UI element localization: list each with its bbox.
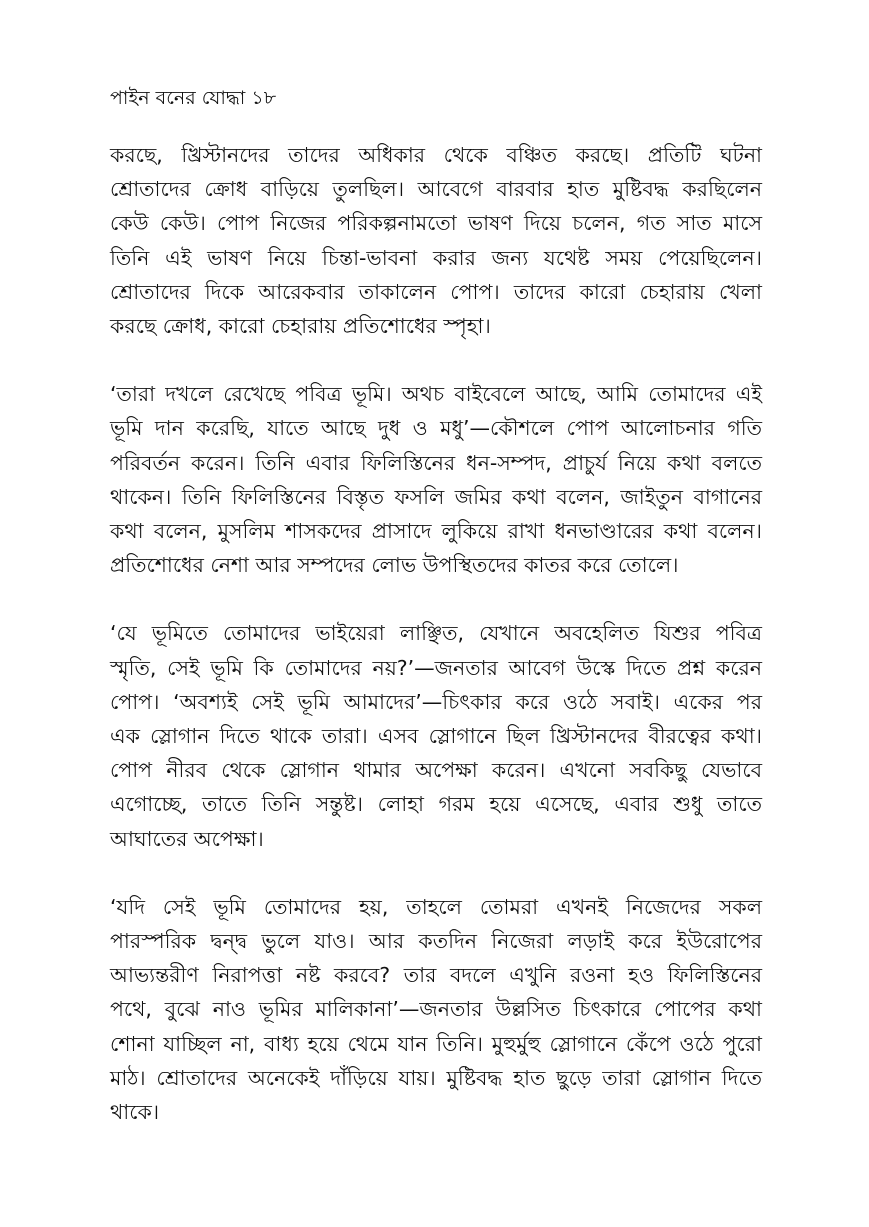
text-line: মাঠ। শ্রোতাদের অনেকেই দাঁড়িয়ে যায়। মুষ্টিবদ্ধ হাত ছুড়ে তারা স্লোগান দিতে	[110, 1065, 762, 1090]
text-line: আভ্যন্তরীণ নিরাপত্তা নষ্ট করবে? তার বদলে এখুনি রওনা হও ফিলিস্তিনের	[110, 963, 762, 988]
paragraph-3	[110, 616, 762, 855]
text-line: ‘তারা দখলে রেখেছে পবিত্র ভূমি। অথচ বাইবেলে আছে, আমি তোমাদের এই	[110, 382, 762, 407]
text-line: প্রতিশোধের নেশা আর সম্পদের লোভ উপস্থিতদের কাতর করে তোলে।	[110, 553, 679, 578]
text-line: থাকেন। তিনি ফিলিস্তিনের বিস্তৃত ফসলি জমির কথা বলেন, জাইতুন বাগানের	[110, 484, 762, 509]
text-line: করছে, খ্রিস্টানদের তাদের অধিকার থেকে বঞ্চিত করছে। প্রতিটি ঘটনা	[110, 143, 762, 167]
paragraph-2	[110, 377, 762, 582]
text-line: পথে, বুঝে নাও ভূমির মালিকানা’—জনতার উল্লসিত চিৎকারে পোপের কথা	[110, 997, 762, 1022]
text-line: কেউ কেউ। পোপ নিজের পরিকল্পনামতো ভাষণ দিয়ে চলেন, গত সাত মাসে	[110, 211, 762, 236]
text-line: থাকে।	[110, 1100, 160, 1125]
text-line: শ্রোতাদের ক্রোধ বাড়িয়ে তুলছিল। আবেগে বারবার হাত মুষ্টিবদ্ধ করছিলেন	[110, 177, 762, 202]
text-line: ‘যদি সেই ভূমি তোমাদের হয়, তাহলে তোমরা এখনই নিজেদের সকল	[110, 894, 762, 919]
text-line: পোপ। ‘অবশ্যই সেই ভূমি আমাদের’—চিৎকার করে ওঠে সবাই। একের পর	[110, 689, 762, 714]
text-line: এক স্লোগান দিতে থাকে তারা। এসব স্লোগানে ছিল খ্রিস্টানদের বীরত্বের কথা।	[110, 724, 762, 749]
text-line: করছে ক্রোধ, কারো চেহারায় প্রতিশোধের স্পৃহা।	[110, 314, 491, 339]
text-line: পোপ নীরব থেকে স্লোগান থামার অপেক্ষা করেন। এখনো সবকিছু যেভাবে	[110, 758, 762, 783]
text-line: পরিবর্তন করেন। তিনি এবার ফিলিস্তিনের ধন-সম্পদ, প্রাচুর্য নিয়ে কথা বলতে	[110, 450, 762, 475]
text-line: ভূমি দান করেছি, যাতে আছে দুধ ও মধু’—কৌশলে পোপ আলোচনার গতি	[110, 416, 762, 441]
text-line: কথা বলেন, মুসলিম শাসকদের প্রাসাদে লুকিয়ে রাখা ধনভাণ্ডারের কথা বলেন।	[110, 519, 762, 544]
text-line: শোনা যাচ্ছিল না, বাধ্য হয়ে থেমে যান তিনি। মুহুর্মুহু স্লোগানে কেঁপে ওঠে পুরো	[110, 1031, 762, 1056]
text-line: স্মৃতি, সেই ভূমি কি তোমাদের নয়?’—জনতার আবেগ উস্কে দিতে প্রশ্ন করেন	[110, 655, 762, 680]
text-line: আঘাতের অপেক্ষা।	[110, 826, 264, 851]
running-head: পাইন বনের যোদ্ধা ১৮	[110, 87, 277, 109]
text-line: তিনি এই ভাষণ নিয়ে চিন্তা-ভাবনা করার জন্য যথেষ্ট সময় পেয়েছিলেন।	[110, 245, 762, 270]
body-text	[110, 138, 762, 1129]
text-line: ‘যে ভূমিতে তোমাদের ভাইয়েরা লাঞ্ছিত, যেখানে অবহেলিত যিশুর পবিত্র	[110, 621, 762, 646]
text-line: এগোচ্ছে, তাতে তিনি সন্তুষ্ট। লোহা গরম হয়ে এসেছে, এবার শুধু তাতে	[110, 792, 762, 817]
text-line: শ্রোতাদের দিকে আরেকবার তাকালেন পোপ। তাদের কারো চেহারায় খেলা	[110, 279, 762, 304]
paragraph-4	[110, 890, 762, 1129]
text-line: পারস্পরিক দ্বন্দ্ব ভুলে যাও। আর কতদিন নিজেরা লড়াই করে ইউরোপের	[110, 929, 762, 954]
paragraph-1	[110, 138, 762, 343]
